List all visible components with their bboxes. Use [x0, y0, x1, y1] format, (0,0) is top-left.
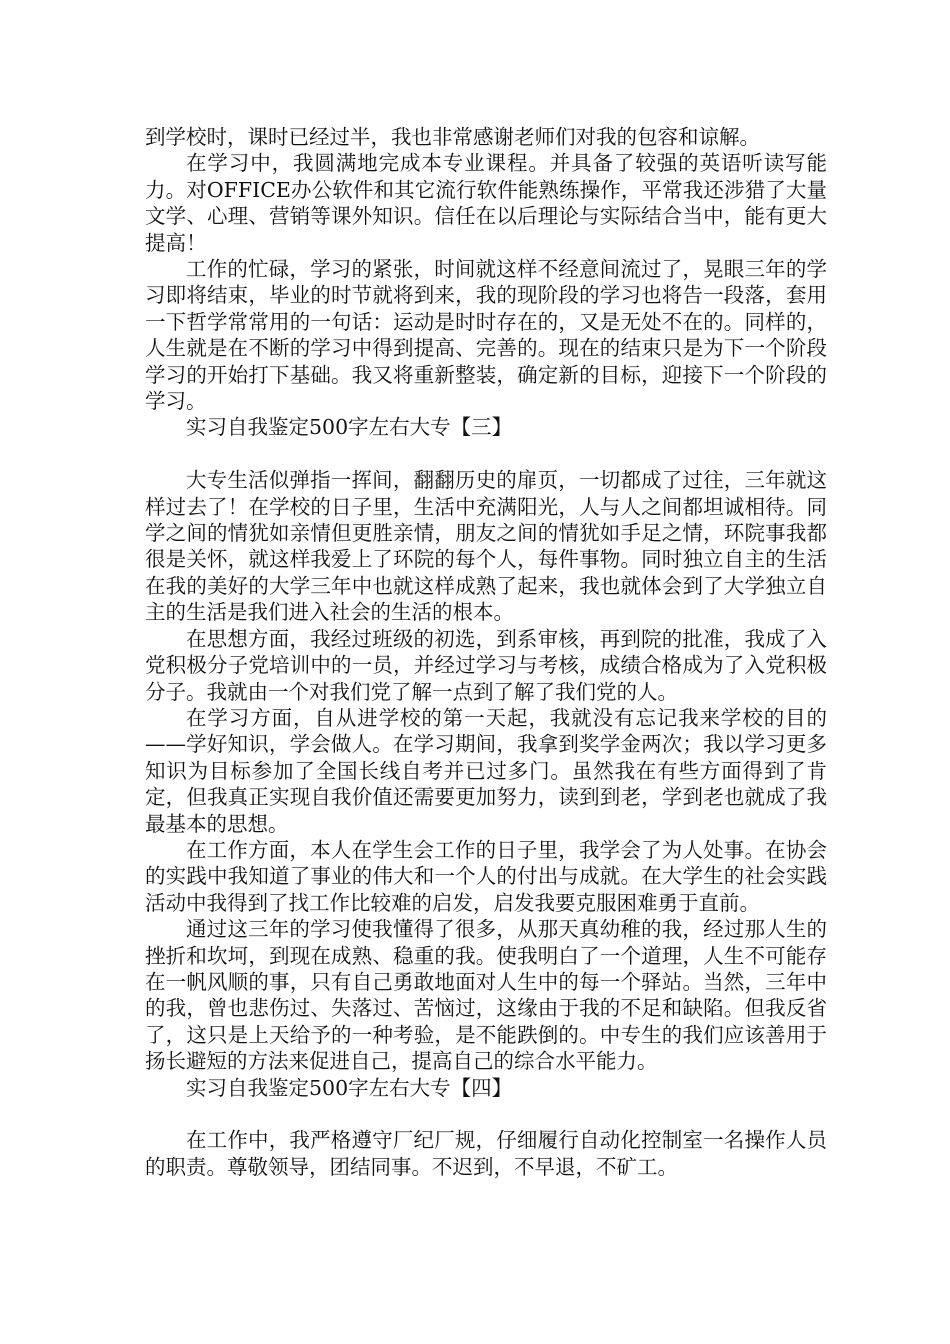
section-3-paragraph-5: 通过这三年的学习使我懂得了很多，从那天真幼稚的我，经过那人生的挫折和坎坷，到现在成熟、稳重的我。使我明白了一个道理，人生不可能存在一帆风顺的事，只有自己勇敢地面对人生中的每一个驿站。当然，三年中的我，曾也悲伤过、失落过、苦恼过，这缘由于我的不足和缺陷。但我反省了，这只是上天给予的一种考验，是不能跌倒的。中专生的我们应该善用于扬长避短的方法来促进自己，提高自己的综合水平能力。: [145, 917, 827, 1074]
paragraph-2: 在学习中，我圆满地完成本专业课程。并具备了较强的英语听读写能力。对OFFICE办公软件和其它流行软件能熟练操作，平常我还涉猎了大量文学、心理、营销等课外知识。信任在以后理论与实际结合当中，能有更大提高！: [145, 151, 827, 255]
section-4-paragraph-1: 在工作中，我严格遵守厂纪厂规，仔细履行自动化控制室一名操作人员的职责。尊敬领导，团结同事。不迟到，不早退，不矿工。: [145, 1128, 827, 1179]
paragraph-3: 工作的忙碌，学习的紧张，时间就这样不经意间流过了，晃眼三年的学习即将结束，毕业的时节就将到来，我的现阶段的学习也将告一段落，套用一下哲学常常用的一句话：运动是时时存在的，又是无处不在的。同样的，人生就是在不断的学习中得到提高、完善的。现在的结束只是为下一个阶段学习的开始打下基础。我又将重新整装，确定新的目标，迎接下一个阶段的学习。: [145, 257, 827, 414]
blank-line: [145, 1101, 827, 1127]
section-heading-3: 实习自我鉴定500字左右大专【三】: [186, 415, 513, 440]
section-heading-4: 实习自我鉴定500字左右大专【四】: [186, 1075, 513, 1100]
section-3-paragraph-1: 大专生活似弹指一挥间，翻翻历史的扉页，一切都成了过往，三年就这样过去了！在学校的日子里，生活中充满阳光，人与人之间都坦诚相待。同学之间的情犹如亲情但更胜亲情，朋友之间的情犹如手足之情，环院事我都很是关怀，就这样我爱上了环院的每个人，每件事物。同时独立自主的生活在我的美好的大学三年中也就这样成熟了起来，我也就体会到了大学独立自主的生活是我们进入社会的生活的根本。: [145, 468, 827, 625]
section-3-paragraph-4: 在工作方面，本人在学生会工作的日子里，我学会了为人处事。在协会的实践中我知道了事业的伟大和一个人的付出与成就。在大学生的社会实践活动中我得到了找工作比较难的启发，启发我要克服困难勇于直前。: [145, 837, 827, 915]
paragraph-1: 到学校时，课时已经过半，我也非常感谢老师们对我的包容和谅解。: [145, 125, 760, 149]
blank-line: [145, 441, 827, 467]
section-3-paragraph-2: 在思想方面，我经过班级的初选，到系审核，再到院的批准，我成了入党积极分子党培训中的一员，并经过学习与考核，成绩合格成为了入党积极分子。我就由一个对我们党了解一点到了解了我们党的人。: [145, 626, 827, 704]
document-page: [145, 124, 827, 1180]
section-3-paragraph-3: 在学习方面，自从进学校的第一天起，我就没有忘记我来学校的目的——学好知识，学会做人。在学习期间，我拿到奖学金两次；我以学习更多知识为目标参加了全国长线自考并已过多门。虽然我在有些方面得到了肯定，但我真正实现自我价值还需要更加努力，读到到老，学到老也就成了我最基本的思想。: [145, 705, 827, 836]
